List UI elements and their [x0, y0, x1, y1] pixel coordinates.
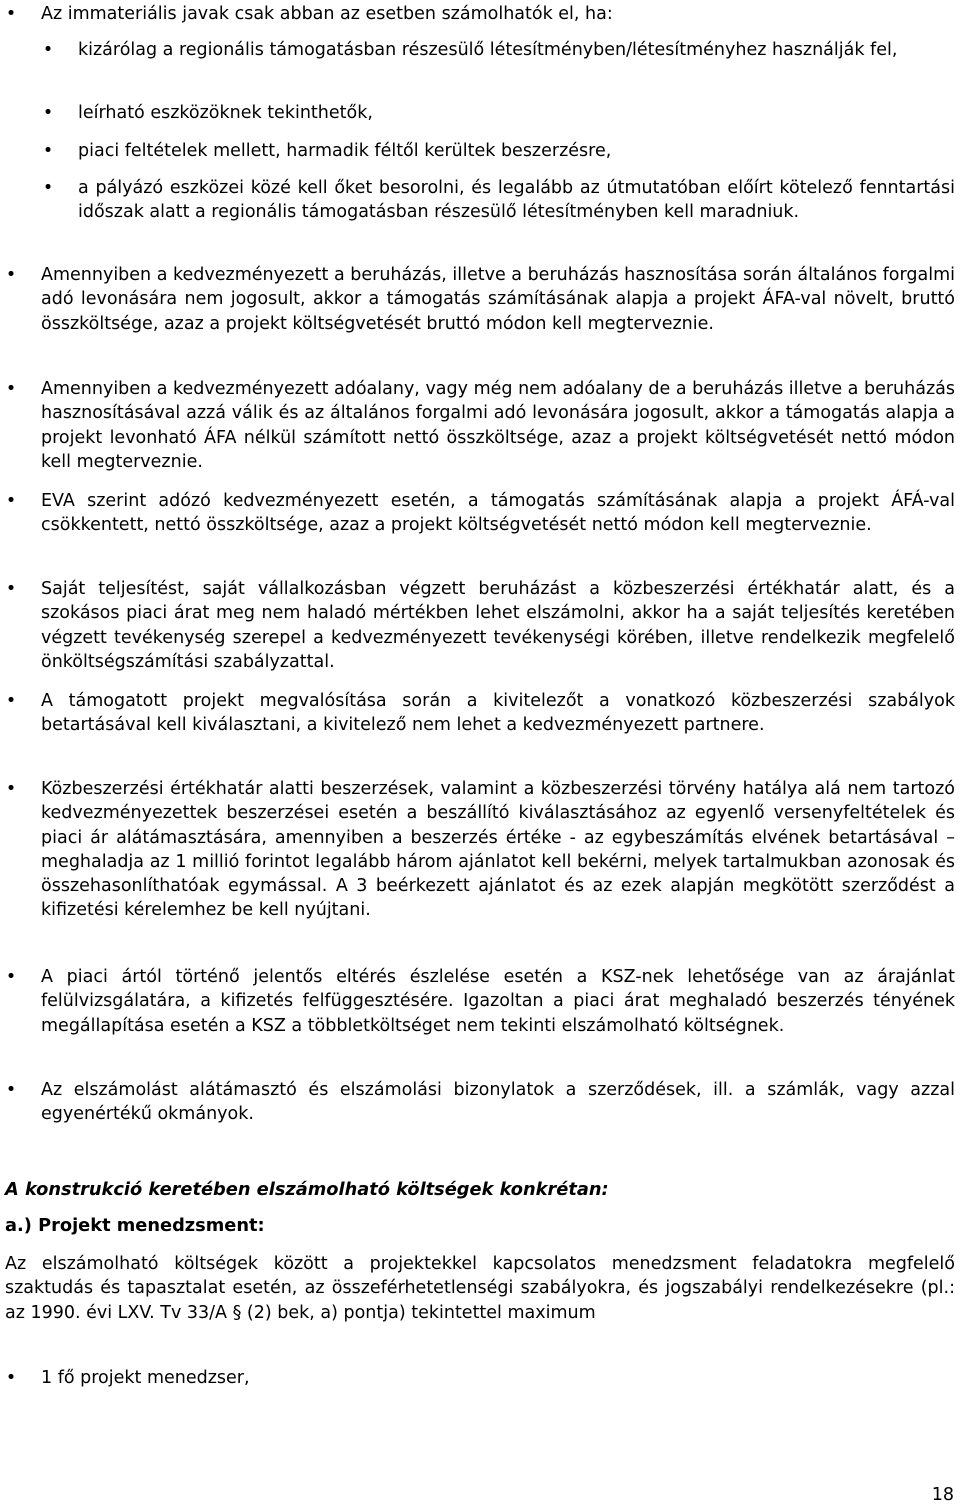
- bullet-icon: •: [42, 40, 54, 60]
- bullet-icon: •: [5, 379, 17, 399]
- bullet-icon: •: [5, 265, 17, 285]
- list-item-text: Az elszámolást alátámasztó és elszámolási bizonylatok a szerződések, ill. a számlák, vagy azzal egyenértékű okmányok.: [41, 1080, 955, 1125]
- list-item-text: Amennyiben a kedvezményezett adóalany, vagy még nem adóalany de a beruházás illetve a beruházás hasznosításával azzá válik és az általános forgalmi adó levonására jogosult, akkor a támogatás alapja a projekt levonható ÁFA nélkül számított nettó összköltsége, azaz a projekt költségvetését nettó módon kell megterveznie.: [41, 379, 955, 472]
- bullet-icon: •: [5, 1368, 17, 1388]
- bullet-icon: •: [5, 1080, 17, 1100]
- sub-item-text: a pályázó eszközei közé kell őket besorolni, és legalább az útmutatóban előírt kötelező fenntartási időszak alatt a regionális támogatásban részesülő létesítményben kell maradniuk.: [78, 178, 955, 223]
- list-item-text: Amennyiben a kedvezményezett a beruházás, illetve a beruházás hasznosítása során általános forgalmi adó levonására nem jogosult, akkor a támogatás számításának alapja a projekt ÁFA-val növelt, bruttó összköltsége, azaz a projekt költségvetését bruttó módon kell megterveznie.: [41, 265, 956, 334]
- bullet-icon: •: [42, 178, 54, 198]
- list-item-text: Saját teljesítést, saját vállalkozásban végzett beruházást a közbeszerzési értékhatár alatt, és a szokásos piaci árat meg nem haladó mértékben lehet elszámolni, akkor ha a saját teljesítés keretében végzett tevékenység szerepel a kedvezményezett tevékenységi körében, illetve rendelkezik megfelelő önköltségszámítási szabályzattal.: [41, 579, 955, 672]
- bullet-icon: •: [42, 141, 54, 161]
- sub-item-text: kizárólag a regionális támogatásban részesülő létesítményben/létesítményhez használják fel,: [78, 40, 898, 60]
- bullet-icon: •: [42, 103, 54, 123]
- page-number: 18: [931, 1485, 954, 1505]
- bullet-icon: •: [5, 579, 17, 599]
- bullet-icon: •: [5, 491, 17, 511]
- bullet-icon: •: [5, 967, 17, 987]
- subsection-heading: a.) Projekt menedzsment:: [5, 1215, 265, 1236]
- list-item-text: A támogatott projekt megvalósítása során a kivitelezőt a vonatkozó közbeszerzési szabályok betartásával kell kiválasztani, a kivitelező nem lehet a kedvezményezett partnere.: [41, 691, 955, 736]
- list-item-text: Közbeszerzési értékhatár alatti beszerzések, valamint a közbeszerzési törvény hatálya alá nem tartozó kedvezményezettek beszerzései esetén a beszállító kiválasztásához az egyenlő versenyfeltételek és piaci ár alátámasztására, amennyiben a beszerzés értéke - az egybeszámítás elvének betartásával – meghaladja az 1 millió forintot legalább három ajánlatot kell bekérni, melyek tartalmukban azonosak és összehasonlíthatóak egymással. A 3 beérkezett ajánlatot és az ezek alapján megkötött szerződést a kifizetési kérelemhez be kell nyújtani.: [41, 779, 955, 921]
- body-paragraph: Az elszámolható költségek között a projektekkel kapcsolatos menedzsment feladatokra megfelelő szaktudás és tapasztalat esetén, az összeférhetetlenségi szabályokra, és jogszabályi rendelkezésekre (pl.: az 1990. évi LXV. Tv 33/A § (2) bek, a) pontja) tekintettel maximum: [5, 1254, 955, 1323]
- section-heading: A konstrukció keretében elszámolható költségek konkrétan:: [5, 1179, 609, 1200]
- list-item-text: EVA szerint adózó kedvezményezett esetén, a támogatás számításának alapja a projekt ÁFÁ-val csökkentett, nettó összköltsége, azaz a projekt költségvetését nettó módon kell megterveznie.: [41, 491, 955, 536]
- bullet-icon: •: [5, 4, 17, 24]
- list-item-text: A piaci ártól történő jelentős eltérés észlelése esetén a KSZ-nek lehetősége van az árajánlat felülvizsgálatára, a kifizetés felfüggesztésére. Igazoltan a piaci árat meghaladó beszerzés tényének megállapítása esetén a KSZ a többletköltséget nem tekinti elszámolható költségnek.: [41, 967, 955, 1036]
- sub-item-text: piaci feltételek mellett, harmadik féltől kerültek beszerzésre,: [78, 141, 612, 161]
- bullet-icon: •: [5, 691, 17, 711]
- intro-text: Az immateriális javak csak abban az esetben számolhatók el, ha:: [41, 4, 613, 24]
- sub-item-text: leírható eszközöknek tekinthetők,: [78, 103, 373, 123]
- bullet-icon: •: [5, 779, 17, 799]
- list-item-text: 1 fő projekt menedzser,: [41, 1368, 250, 1388]
